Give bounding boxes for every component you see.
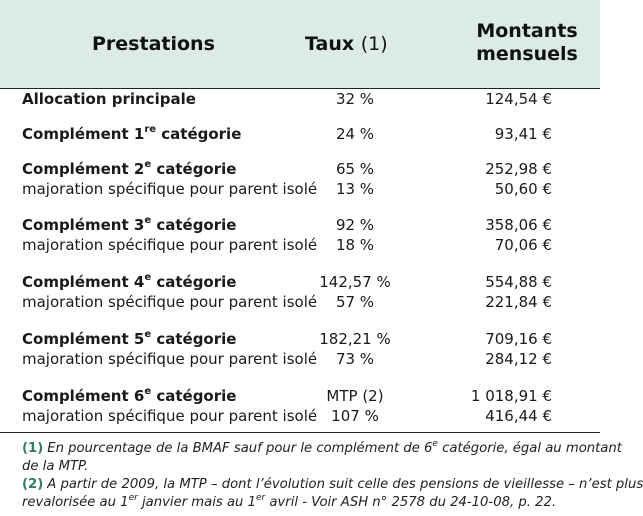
table-header: [0, 0, 600, 89]
row-label: Complément 3e catégorie: [22, 215, 237, 234]
header-taux: [305, 33, 388, 56]
row-rate: 73 %: [335, 350, 375, 368]
row-label: majoration spécifique pour parent isolé: [22, 236, 318, 254]
row-label: majoration spécifique pour parent isolé: [22, 293, 318, 311]
table-row: [0, 123, 600, 145]
row-label: majoration spécifique pour parent isolé: [22, 180, 318, 198]
table-row: [0, 88, 600, 110]
table-row: [0, 234, 600, 256]
row-label: Complément 5e catégorie: [22, 329, 237, 348]
table-row: [0, 271, 600, 293]
row-amount: 1 018,91 €: [470, 387, 552, 405]
table-row: [0, 214, 600, 236]
header-montants-line1: Montants: [476, 20, 578, 42]
row-amount: 284,12 €: [485, 350, 552, 368]
table-row: [0, 385, 600, 407]
row-rate: 65 %: [335, 160, 375, 178]
row-rate: MTP (2): [326, 387, 384, 405]
header-montants-line2: mensuels: [476, 43, 578, 65]
row-rate: 13 %: [335, 180, 375, 198]
row-rate: 182,21 %: [319, 330, 391, 348]
footnote-1-cont: de la MTP.: [22, 459, 89, 474]
row-amount: 358,06 €: [485, 216, 552, 234]
table-row: [0, 178, 600, 200]
row-label: Complément 1re catégorie: [22, 124, 242, 143]
row-amount: 252,98 €: [485, 160, 552, 178]
row-rate: 57 %: [335, 293, 375, 311]
row-label: Complément 4e catégorie: [22, 272, 237, 291]
table-bottom-rule: [0, 432, 600, 433]
row-amount: 221,84 €: [485, 293, 552, 311]
table-row: [0, 405, 600, 427]
row-rate: 92 %: [335, 216, 375, 234]
row-amount: 554,88 €: [485, 273, 552, 291]
row-rate: 24 %: [335, 125, 375, 143]
table-row: [0, 291, 600, 313]
row-label: Allocation principale: [22, 90, 196, 108]
footnote-1: (1) En pourcentage de la BMAF sauf pour le complément de 6e catégorie, égal au montant: [22, 438, 622, 456]
header-prestations: Prestations: [92, 33, 215, 55]
table-row: [0, 158, 600, 180]
row-amount: 93,41 €: [494, 125, 552, 143]
row-rate: 107 %: [331, 407, 379, 425]
header-taux-label: Taux: [305, 33, 355, 55]
row-label: Complément 6e catégorie: [22, 386, 237, 405]
row-amount: 416,44 €: [485, 407, 552, 425]
row-rate: 142,57 %: [319, 273, 391, 291]
footnote-2-cont: revalorisée au 1er janvier mais au 1er avril - Voir ASH n° 2578 du 24-10-08, p. 22.: [22, 492, 557, 510]
row-label: Complément 2e catégorie: [22, 159, 237, 178]
row-label: majoration spécifique pour parent isolé: [22, 407, 318, 425]
footnotes: [22, 438, 643, 512]
row-amount: 70,06 €: [494, 236, 552, 254]
row-amount: 50,60 €: [494, 180, 552, 198]
header-montants: [462, 20, 592, 66]
table-row: [0, 328, 600, 350]
header-taux-note: (1): [360, 33, 388, 55]
footnote-2: (2) A partir de 2009, la MTP – dont l’évolution suit celle des pensions de vieillesse – n’est plus: [22, 477, 643, 492]
row-amount: 124,54 €: [485, 90, 552, 108]
row-label: majoration spécifique pour parent isolé: [22, 350, 318, 368]
row-rate: 32 %: [335, 90, 375, 108]
table-row: [0, 348, 600, 370]
row-amount: 709,16 €: [485, 330, 552, 348]
row-rate: 18 %: [335, 236, 375, 254]
